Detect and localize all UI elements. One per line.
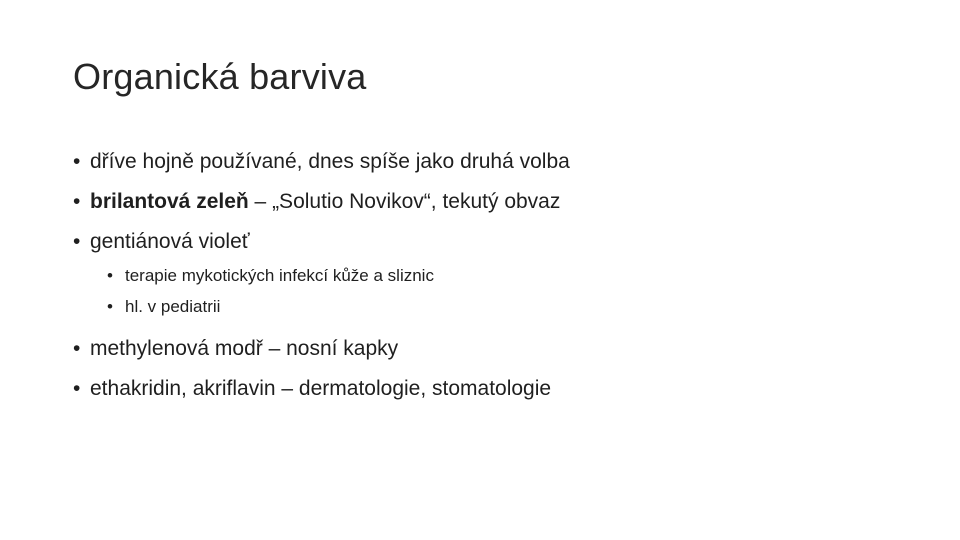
sub-bullet-text: hl. v pediatrii xyxy=(125,297,221,316)
bullet-bold-text: brilantová zeleň xyxy=(90,190,249,213)
bullet-text: dříve hojně používané, dnes spíše jako druhá volba xyxy=(90,150,570,173)
bullet-dot: • xyxy=(73,377,81,400)
bullet-item xyxy=(73,182,893,222)
bullet-item xyxy=(73,222,893,262)
sub-bullet-group xyxy=(73,260,893,322)
bullet-item xyxy=(73,142,893,182)
sub-bullet-dot: • xyxy=(107,266,113,285)
sub-bullet-item xyxy=(107,291,893,322)
bullet-dot: • xyxy=(73,150,81,173)
bullet-text: gentiánová violeť xyxy=(90,230,250,253)
sub-bullet-list xyxy=(73,260,893,322)
bullet-text: – „Solutio Novikov“, tekutý obvaz xyxy=(248,190,561,213)
sub-bullet-item xyxy=(107,260,893,291)
sub-bullet-dot: • xyxy=(107,297,113,316)
bullet-text: methylenová modř – nosní kapky xyxy=(90,337,399,360)
bullet-item xyxy=(73,329,893,369)
sub-bullet-text: terapie mykotických infekcí kůže a sliznic xyxy=(125,266,434,285)
bullet-dot: • xyxy=(73,230,81,253)
slide-title: Organická barviva xyxy=(73,56,367,97)
bullet-item xyxy=(73,369,893,409)
bullet-dot: • xyxy=(73,337,81,360)
bullet-dot: • xyxy=(73,190,81,213)
bullet-list xyxy=(73,142,893,409)
bullet-text: ethakridin, akriflavin – dermatologie, stomatologie xyxy=(90,377,552,400)
